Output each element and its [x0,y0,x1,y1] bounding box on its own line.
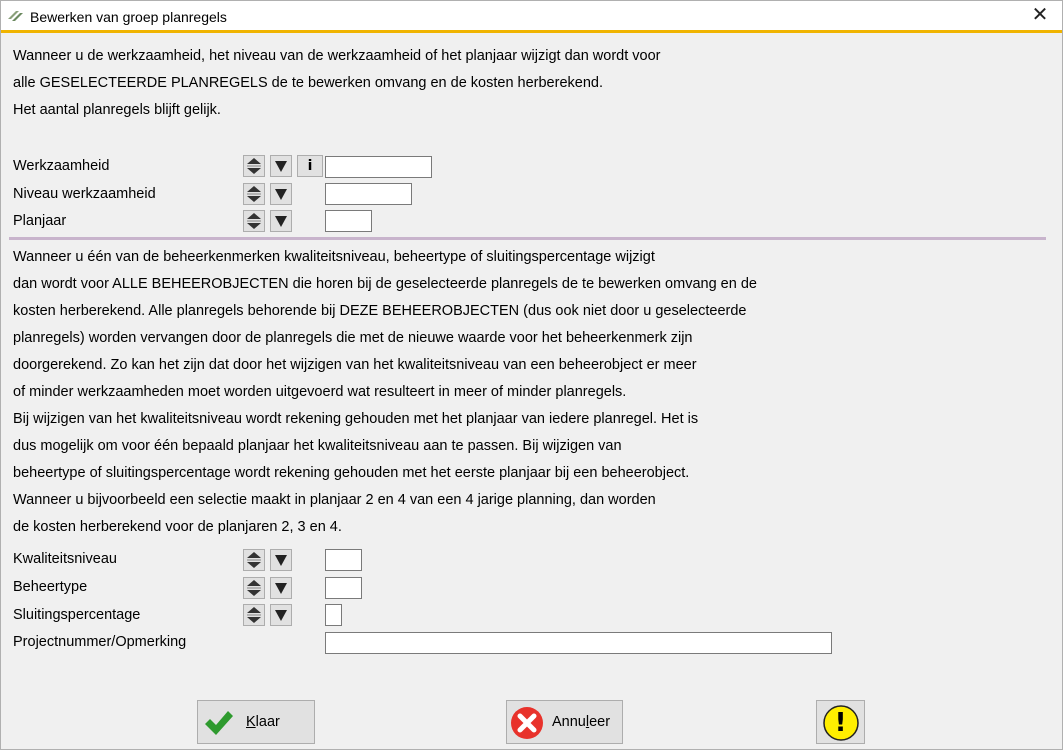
explanation-line: beheertype of sluitingspercentage wordt rekening gehouden met het eerste planjaar bij een beheerobject. [13,465,690,481]
explanation-line: doorgerekend. Zo kan het zijn dat door het wijzigen van het kwaliteitsniveau van een beheerobject er meer [13,357,697,373]
info-icon: i [307,158,313,174]
planjaar-input[interactable] [325,210,372,232]
chevron-down-icon [271,211,291,231]
explanation-line: Bij wijzigen van het kwaliteitsniveau wordt rekening gehouden met het planjaar van iedere planregel. Het is [13,411,699,427]
beheertype-spinner[interactable] [243,577,265,599]
app-icon [6,8,26,24]
werkzaamheid-input[interactable] [325,156,432,178]
sluitingspercentage-dropdown[interactable] [270,604,292,626]
kwaliteitsniveau-input[interactable] [325,549,362,571]
up-down-arrows-icon [244,550,264,570]
explanation-line: planregels) worden vervangen door de planregels die met de nieuwe waarde voor het beheerkenmerk zijn [13,330,693,346]
annuleer-mnemonic: l [585,714,590,730]
niveau-werkzaamheid-spinner[interactable] [243,183,265,205]
section-divider [9,237,1046,240]
planjaar-label: Planjaar [13,213,67,229]
projectnummer-label: Projectnummer/Opmerking [13,634,187,650]
up-down-arrows-icon [244,605,264,625]
beheertype-input[interactable] [325,577,362,599]
close-button[interactable]: ✕ [1031,4,1049,26]
exclamation-glyph: ! [834,708,847,738]
werkzaamheid-dropdown[interactable] [270,155,292,177]
sluitingspercentage-spinner[interactable] [243,604,265,626]
intro-line-3: Het aantal planregels blijft gelijk. [13,102,221,118]
annuleer-label-pre: Annu [552,714,586,730]
sluitingspercentage-input[interactable] [325,604,342,626]
warning-button[interactable] [816,700,865,744]
werkzaamheid-info-button[interactable] [297,155,323,177]
explanation-line: Wanneer u bijvoorbeeld een selectie maakt in planjaar 2 en 4 van een 4 jarige planning, dan worden [13,492,656,508]
klaar-mnemonic: K [246,714,256,730]
explanation-line: of minder werkzaamheden moet worden uitgevoerd wat resulteert in meer of minder planregels. [13,384,627,400]
window-title: Bewerken van groep planregels [30,9,227,25]
title-bar [0,0,1063,33]
up-down-arrows-icon [244,211,264,231]
sluitingspercentage-label: Sluitingspercentage [13,607,141,623]
kwaliteitsniveau-dropdown[interactable] [270,549,292,571]
intro-line-2: alle GESELECTEERDE PLANREGELS de te bewerken omvang en de kosten herberekend. [13,75,603,91]
chevron-down-icon [271,578,291,598]
up-down-arrows-icon [244,156,264,176]
chevron-down-icon [271,184,291,204]
explanation-line: dan wordt voor ALLE BEHEEROBJECTEN die horen bij de geselecteerde planregels de te bewerken omvang en de [13,276,757,292]
klaar-button[interactable] [197,700,315,744]
chevron-down-icon [271,550,291,570]
explanation-line: kosten herberekend. Alle planregels behorende bij DEZE BEHEEROBJECTEN (dus ook niet door u geselecteerde [13,303,747,319]
werkzaamheid-spinner[interactable] [243,155,265,177]
niveau-werkzaamheid-dropdown[interactable] [270,183,292,205]
beheertype-label: Beheertype [13,579,88,595]
explanation-line: de kosten herberekend voor de planjaren 2, 3 en 4. [13,519,342,535]
werkzaamheid-label: Werkzaamheid [13,158,110,174]
kwaliteitsniveau-spinner[interactable] [243,549,265,571]
niveau-werkzaamheid-input[interactable] [325,183,412,205]
planjaar-dropdown[interactable] [270,210,292,232]
up-down-arrows-icon [244,184,264,204]
chevron-down-icon [271,156,291,176]
kwaliteitsniveau-label: Kwaliteitsniveau [13,551,117,567]
explanation-line: Wanneer u één van de beheerkenmerken kwaliteitsniveau, beheertype of sluitingspercentage wijzigt [13,249,655,265]
klaar-label: laar [255,714,280,730]
checkmark-icon [202,707,234,739]
planjaar-spinner[interactable] [243,210,265,232]
beheertype-dropdown[interactable] [270,577,292,599]
up-down-arrows-icon [244,578,264,598]
projectnummer-input[interactable] [325,632,832,654]
intro-line-1: Wanneer u de werkzaamheid, het niveau van de werkzaamheid of het planjaar wijzigt dan wordt voor [13,48,661,64]
explanation-line: dus mogelijk om voor één bepaald planjaar het kwaliteitsniveau aan te passen. Bij wijzigen van [13,438,622,454]
annuleer-button[interactable] [506,700,623,744]
annuleer-label-rest: eer [589,714,611,730]
chevron-down-icon [271,605,291,625]
cancel-icon [510,706,544,740]
niveau-werkzaamheid-label: Niveau werkzaamheid [13,186,156,202]
